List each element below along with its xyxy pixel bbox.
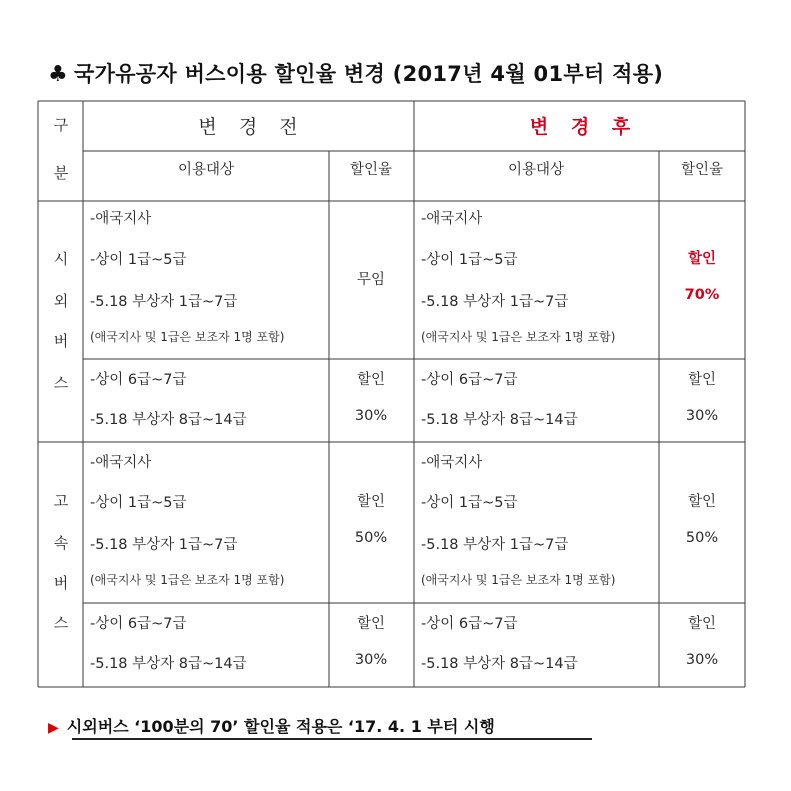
before-target-item: -상이 6급~7급 (90, 616, 187, 632)
before-target-note: (애국지사 및 1급은 보조자 1명 포함) (90, 330, 285, 344)
before-target-item: -애국지사 (90, 211, 152, 227)
before-target-item: -5.18 부상자 8급~14급 (90, 656, 247, 672)
after-rate: 할인 (687, 616, 717, 632)
before-target-item: -상이 1급~5급 (90, 495, 187, 511)
category-header-char: 분 (53, 164, 69, 182)
after-target-item: -5.18 부상자 8급~14급 (421, 656, 578, 672)
after-rate-header: 할인율 (680, 162, 724, 178)
after-target-item: -5.18 부상자 1급~7급 (421, 537, 569, 553)
after-target-item: -애국지사 (421, 455, 483, 471)
after-rate: 30% (685, 408, 719, 424)
after-target-header: 이용대상 (507, 162, 565, 178)
after-target-note: (애국지사 및 1급은 보조자 1명 포함) (421, 573, 616, 587)
section-label-char: 고 (53, 492, 69, 510)
section-label-char: 스 (53, 374, 69, 392)
category-header-char: 구 (53, 116, 69, 134)
before-rate: 할인 (356, 616, 386, 632)
club-icon: ♣ (48, 62, 69, 87)
footer-note-text: 시외버스 ‘100분의 70’ 할인율 적용은 ‘17. 4. 1 부터 시행 (66, 717, 495, 736)
before-target-item: -애국지사 (90, 455, 152, 471)
after-target-item: -상이 1급~5급 (421, 252, 518, 268)
after-header: 변 경 후 (529, 116, 639, 138)
after-rate: 할인 (687, 372, 717, 388)
before-rate: 30% (354, 652, 388, 668)
before-target-item: -5.18 부상자 8급~14급 (90, 412, 247, 428)
before-target-item: -5.18 부상자 1급~7급 (90, 537, 238, 553)
after-target-item: -5.18 부상자 8급~14급 (421, 412, 578, 428)
before-rate: 할인 (356, 494, 386, 510)
before-rate: 30% (354, 408, 388, 424)
section-label-char: 시 (53, 250, 69, 268)
section-label-char: 속 (53, 534, 69, 552)
page-title-text: 국가유공자 버스이용 할인율 변경 (2017년 4월 01부터 적용) (74, 62, 664, 86)
after-rate-highlight: 70% (684, 287, 720, 303)
footer-underline (72, 738, 592, 740)
after-rate: 50% (685, 530, 719, 546)
section-label-char: 외 (53, 292, 69, 310)
before-rate: 할인 (356, 372, 386, 388)
after-target-note: (애국지사 및 1급은 보조자 1명 포함) (421, 330, 616, 344)
page-title (48, 58, 663, 88)
before-header: 변 경 전 (198, 116, 306, 138)
before-target-item: -상이 1급~5급 (90, 252, 187, 268)
before-rate: 50% (354, 530, 388, 546)
before-rate-header: 할인율 (349, 162, 393, 178)
triangle-right-icon: ▶ (48, 720, 59, 736)
after-target-item: -상이 1급~5급 (421, 495, 518, 511)
section-label-char: 스 (53, 614, 69, 632)
before-target-header: 이용대상 (177, 162, 235, 178)
before-target-note: (애국지사 및 1급은 보조자 1명 포함) (90, 573, 285, 587)
after-target-item: -5.18 부상자 1급~7급 (421, 294, 569, 310)
after-target-item: -애국지사 (421, 211, 483, 227)
after-rate: 30% (685, 652, 719, 668)
after-rate-highlight: 할인 (687, 251, 717, 267)
section-label-char: 버 (53, 574, 69, 592)
after-target-item: -상이 6급~7급 (421, 372, 518, 388)
footer-note (48, 714, 495, 737)
before-target-item: -상이 6급~7급 (90, 372, 187, 388)
section-label-char: 버 (53, 332, 69, 350)
before-target-item: -5.18 부상자 1급~7급 (90, 294, 238, 310)
before-rate: 무임 (356, 272, 386, 288)
after-rate: 할인 (687, 494, 717, 510)
after-target-item: -상이 6급~7급 (421, 616, 518, 632)
